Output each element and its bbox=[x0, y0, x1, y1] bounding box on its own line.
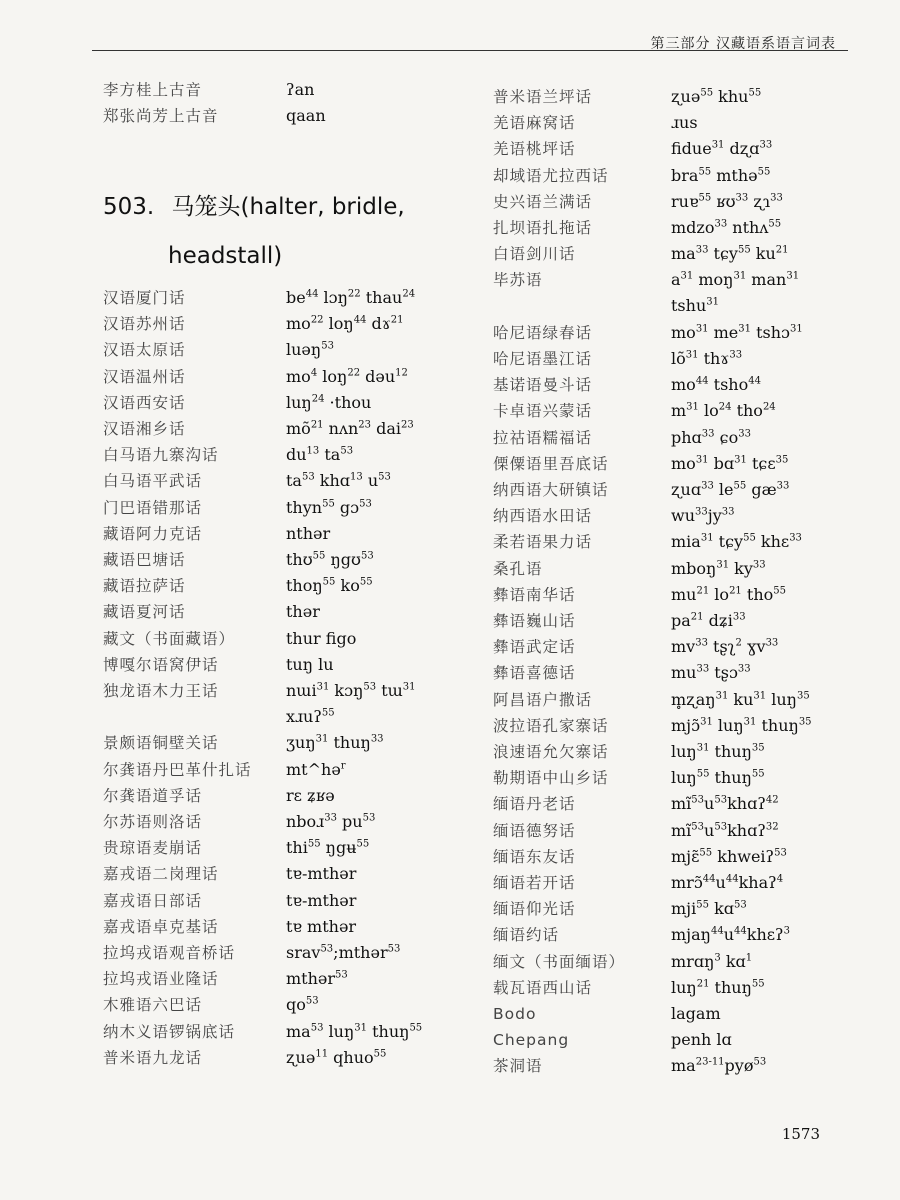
language-name: 藏语拉萨话 bbox=[103, 577, 186, 596]
word-form: $mĩ^{53}u^{53}khɑʔ^{32}$ bbox=[671, 820, 779, 840]
word-form: $mo^{31}$ bɑ$^{31}$ tɕɛ$^{35}$ bbox=[671, 453, 789, 473]
language-name: 缅语丹老话 bbox=[493, 795, 576, 814]
word-form: tɐ mthər bbox=[286, 916, 357, 936]
language-name: 缅语若开话 bbox=[493, 874, 576, 892]
word-form: fidue$^{31}$ dʐɑ$^{33}$ bbox=[671, 139, 773, 159]
word-form: $mrɔ̃^{44}u^{44}khaʔ^4$ bbox=[671, 873, 784, 892]
word-form-continuation: xɹuʔ$^{55}$ bbox=[286, 707, 335, 726]
language-name: 尔苏语则洛话 bbox=[103, 813, 203, 831]
language-name: 彝语巍山话 bbox=[493, 612, 576, 630]
language-name: 史兴语兰满话 bbox=[493, 192, 593, 211]
word-form: luŋ$^{55}$ thuŋ$^{55}$ bbox=[671, 768, 765, 788]
language-name: 景颇语铜壁关话 bbox=[103, 734, 219, 753]
language-name: 汉语苏州话 bbox=[103, 315, 186, 334]
language-name: 阿昌语户撒话 bbox=[493, 690, 593, 709]
word-form: $a^{31}$ moŋ$^{31}$ man$^{31}$ bbox=[671, 270, 800, 290]
word-form: $du^{13}$ $ta^{53}$ bbox=[286, 445, 354, 465]
word-form: thʊ$^{55}$ ŋgʊ$^{53}$ bbox=[286, 550, 374, 569]
language-name: 基诺语曼斗话 bbox=[493, 376, 593, 395]
language-name: 缅语约话 bbox=[493, 926, 560, 945]
word-form: tɐ-mthər bbox=[286, 890, 357, 910]
word-form: tɐ-mthər bbox=[286, 864, 357, 884]
language-name: 茶洞语 bbox=[493, 1057, 543, 1076]
word-form: ʐuɑ$^{33}$ $le^{55}$ $gæ^{33}$ bbox=[671, 480, 790, 499]
language-name: 纳西语水田话 bbox=[493, 507, 593, 526]
language-name: 哈尼语绿春话 bbox=[493, 323, 593, 342]
language-name: 勒期语中山乡话 bbox=[493, 769, 609, 788]
language-name: 贵琼语麦崩话 bbox=[103, 839, 203, 858]
word-form: mdzo$^{33}$ nthʌ$^{55}$ bbox=[671, 218, 782, 237]
language-name: 嘉戎语二岗理话 bbox=[103, 865, 219, 884]
language-name: 拉坞戎语观音桥话 bbox=[103, 944, 236, 962]
language-name: 嘉戎语日部话 bbox=[103, 891, 203, 910]
word-form: $lõ^{31}$ thɤ$^{33}$ bbox=[671, 349, 743, 368]
word-form: $wu^{33}jy^{33}$ bbox=[671, 506, 735, 526]
word-form: $ma^{53}$ luŋ$^{31}$ thuŋ$^{55}$ bbox=[286, 1021, 423, 1041]
language-name: 嘉戎语卓克基话 bbox=[103, 917, 219, 936]
word-form: ʐuə$^{55}$ khu$^{55}$ bbox=[671, 87, 762, 106]
language-name: 藏语阿力克话 bbox=[103, 524, 203, 543]
word-form: luŋ$^{21}$ thuŋ$^{55}$ bbox=[671, 977, 765, 997]
language-name: Chepang bbox=[493, 1031, 570, 1050]
section-heading-line2: headstall) bbox=[168, 243, 283, 269]
language-name: 扎坝语扎拖话 bbox=[493, 219, 593, 237]
language-name: 浪速语允欠寨话 bbox=[493, 743, 609, 761]
language-name: 门巴语错那话 bbox=[103, 498, 203, 517]
word-form: $ta^{53}$ khɑ$^{13}$ $u^{53}$ bbox=[286, 471, 391, 491]
word-form: $mjaŋ^{44}u^{44}khɛʔ^3$ bbox=[671, 925, 791, 945]
word-form: rɛ ʑʁə bbox=[286, 785, 335, 805]
word-form: ruɐ$^{55}$ ʁʊ$^{33}$ ʐɿ$^{33}$ bbox=[671, 191, 783, 211]
language-name: 普米语九龙话 bbox=[103, 1048, 203, 1067]
language-name: 拉祜语糯福话 bbox=[493, 428, 593, 447]
word-form: thi$^{55}$ ŋgʉ$^{55}$ bbox=[286, 838, 370, 858]
word-form: ʔan bbox=[286, 80, 315, 99]
word-form: thur figo bbox=[286, 628, 357, 648]
language-name: 彝语喜德话 bbox=[493, 664, 576, 683]
word-form: mboŋ$^{31}$ $ky^{33}$ bbox=[671, 558, 766, 578]
language-name: 缅语德努话 bbox=[493, 821, 576, 840]
word-form: $pa^{21}$ dʑi$^{33}$ bbox=[671, 611, 746, 630]
language-name: 普米语兰坪话 bbox=[493, 88, 593, 106]
word-form-continuation: tshu$^{31}$ bbox=[671, 296, 719, 316]
language-name: 汉语厦门话 bbox=[103, 289, 186, 307]
word-form: mrɑŋ$^3$ kɑ$^1$ bbox=[671, 951, 753, 971]
page-number: 1573 bbox=[781, 1125, 820, 1143]
word-form: $mõ^{21}$ nʌn$^{23}$ dai$^{23}$ bbox=[286, 419, 414, 438]
language-name: 羌语桃坪话 bbox=[493, 140, 576, 159]
section-number: 503. bbox=[103, 194, 155, 220]
word-form: srav$^{53}$;mthər$^{53}$ bbox=[286, 943, 401, 962]
language-name: 尔龚语道孚话 bbox=[103, 786, 203, 805]
word-form: nboɹ$^{33}$ $pu^{53}$ bbox=[286, 812, 376, 831]
language-name: 却域语尤拉西话 bbox=[493, 166, 609, 185]
language-name: 汉语太原话 bbox=[103, 341, 186, 360]
language-name: 纳木义语锣锅底话 bbox=[103, 1022, 236, 1041]
language-name: 彝语南华话 bbox=[493, 585, 576, 604]
word-form: $mu^{33}$ tʂɔ$^{33}$ bbox=[671, 663, 751, 683]
language-name: 李方桂上古音 bbox=[103, 81, 203, 99]
language-name: 桑孔语 bbox=[493, 559, 543, 578]
language-name: 木雅语六巴话 bbox=[103, 996, 203, 1015]
language-name: 波拉语孔家寨话 bbox=[493, 716, 609, 735]
word-form: mjɛ̃$^{55}$ khweiʔ$^{53}$ bbox=[671, 846, 787, 866]
language-name: 汉语温州话 bbox=[103, 367, 186, 386]
language-name: 白马语九寨沟话 bbox=[103, 446, 219, 465]
language-name: 白马语平武话 bbox=[103, 472, 203, 491]
language-name: 汉语湘乡话 bbox=[103, 420, 186, 438]
word-form: $m^{31}$ $lo^{24}$ tho$^{24}$ bbox=[671, 401, 776, 421]
word-form: $mo^{44}$ tsho$^{44}$ bbox=[671, 375, 761, 395]
language-name: 藏语巴塘话 bbox=[103, 551, 186, 569]
word-form: $mo^{31}$ $me^{31}$ tshɔ$^{31}$ bbox=[671, 322, 803, 342]
word-form: tuŋ lu bbox=[286, 654, 334, 674]
word-form: $mu^{21}$ $lo^{21}$ tho$^{55}$ bbox=[671, 584, 786, 604]
section-heading-line1 bbox=[103, 188, 405, 221]
word-form: penh lɑ bbox=[671, 1030, 732, 1050]
word-form: luŋ$^{24}$ ·thou bbox=[286, 392, 372, 412]
language-name: 尔龚语丹巴革什扎话 bbox=[103, 760, 252, 779]
language-name: 郑张尚芳上古音 bbox=[103, 107, 219, 125]
language-name: 柔若语果力话 bbox=[493, 533, 593, 552]
language-name: 缅文（书面缅语） bbox=[493, 952, 626, 971]
word-form: $qo^{53}$ bbox=[286, 995, 319, 1015]
language-name: 纳西语大研镇话 bbox=[493, 481, 609, 499]
word-form: $mĩ^{53}u^{53}khɑʔ^{42}$ bbox=[671, 794, 779, 814]
language-name: 独龙语木力王话 bbox=[103, 682, 219, 700]
word-form: mt^hə$^r$ bbox=[286, 759, 346, 779]
word-form: $mv^{33}$ tʂʅ$^2$ ɣv$^{33}$ bbox=[671, 637, 779, 657]
word-form: ʒuŋ$^{31}$ thuŋ$^{33}$ bbox=[286, 733, 384, 753]
word-form: lagam bbox=[671, 1004, 721, 1023]
language-name: 汉语西安话 bbox=[103, 393, 186, 412]
word-form: luəŋ$^{53}$ bbox=[286, 340, 334, 360]
language-name: 傈僳语里吾底话 bbox=[493, 454, 609, 473]
word-form: $ma^{33}$ tɕy$^{55}$ $ku^{21}$ bbox=[671, 244, 789, 264]
word-form: $be^{44}$ lɔŋ$^{22}$ thau$^{24}$ bbox=[286, 288, 416, 307]
language-name: 卡卓语兴蒙话 bbox=[493, 402, 593, 421]
word-form: thyn$^{55}$ gɔ$^{53}$ bbox=[286, 497, 372, 517]
word-form: thoŋ$^{55}$ $ko^{55}$ bbox=[286, 576, 373, 596]
word-form: nɯi$^{31}$ kɔŋ$^{53}$ tɯ$^{31}$ bbox=[286, 681, 416, 700]
language-name: Bodo bbox=[493, 1005, 537, 1023]
language-name: 彝语武定话 bbox=[493, 638, 576, 657]
word-form: phɑ$^{33}$ ɕo$^{33}$ bbox=[671, 427, 751, 447]
language-name: 藏语夏河话 bbox=[103, 603, 186, 622]
header-rule bbox=[92, 50, 848, 51]
language-name: 载瓦语西山话 bbox=[493, 978, 593, 997]
word-form: thər bbox=[286, 602, 320, 622]
word-form: mjɔ̃$^{31}$ luŋ$^{31}$ thuŋ$^{35}$ bbox=[671, 715, 812, 735]
word-form: ʐuə$^{11}$ qhuo$^{55}$ bbox=[286, 1047, 387, 1067]
word-form: m̥ʐaŋ$^{31}$ $ku^{31}$ luŋ$^{35}$ bbox=[671, 689, 810, 709]
word-form: bra$^{55}$ mthə$^{55}$ bbox=[671, 165, 771, 185]
word-form: ɹus bbox=[671, 113, 698, 133]
word-form: $mo^{22}$ loŋ$^{44}$ dɤ$^{21}$ bbox=[286, 314, 404, 334]
language-name: 拉坞戎语业隆话 bbox=[103, 970, 219, 989]
word-form: mthər$^{53}$ bbox=[286, 969, 348, 989]
word-form: luŋ$^{31}$ thuŋ$^{35}$ bbox=[671, 742, 765, 761]
word-form: mji$^{55}$ kɑ$^{53}$ bbox=[671, 899, 747, 919]
word-form: nthər bbox=[286, 523, 331, 543]
running-head: 第三部分 汉藏语系语言词表 bbox=[650, 36, 836, 52]
language-name: 白语剑川话 bbox=[493, 245, 576, 264]
language-name: 博嘎尔语窝伊话 bbox=[103, 655, 219, 674]
language-name: 羌语麻窝话 bbox=[493, 114, 576, 133]
language-name: 毕苏语 bbox=[493, 271, 543, 290]
word-form: $ma^{23-11}pyø^{53}$ bbox=[671, 1056, 767, 1076]
language-name: 缅语仰光话 bbox=[493, 900, 576, 919]
word-form: $mo^4$ loŋ$^{22}$ dəu$^{12}$ bbox=[286, 366, 408, 386]
word-form: qaan bbox=[286, 106, 326, 125]
language-name: 藏文（书面藏语） bbox=[103, 629, 236, 648]
word-form: mia$^{31}$ tɕy$^{55}$ khɛ$^{33}$ bbox=[671, 532, 802, 552]
language-name: 缅语东友话 bbox=[493, 847, 576, 866]
language-name: 哈尼语墨江话 bbox=[493, 350, 593, 368]
section-title: 马笼头(halter, bridle, bbox=[171, 194, 405, 220]
